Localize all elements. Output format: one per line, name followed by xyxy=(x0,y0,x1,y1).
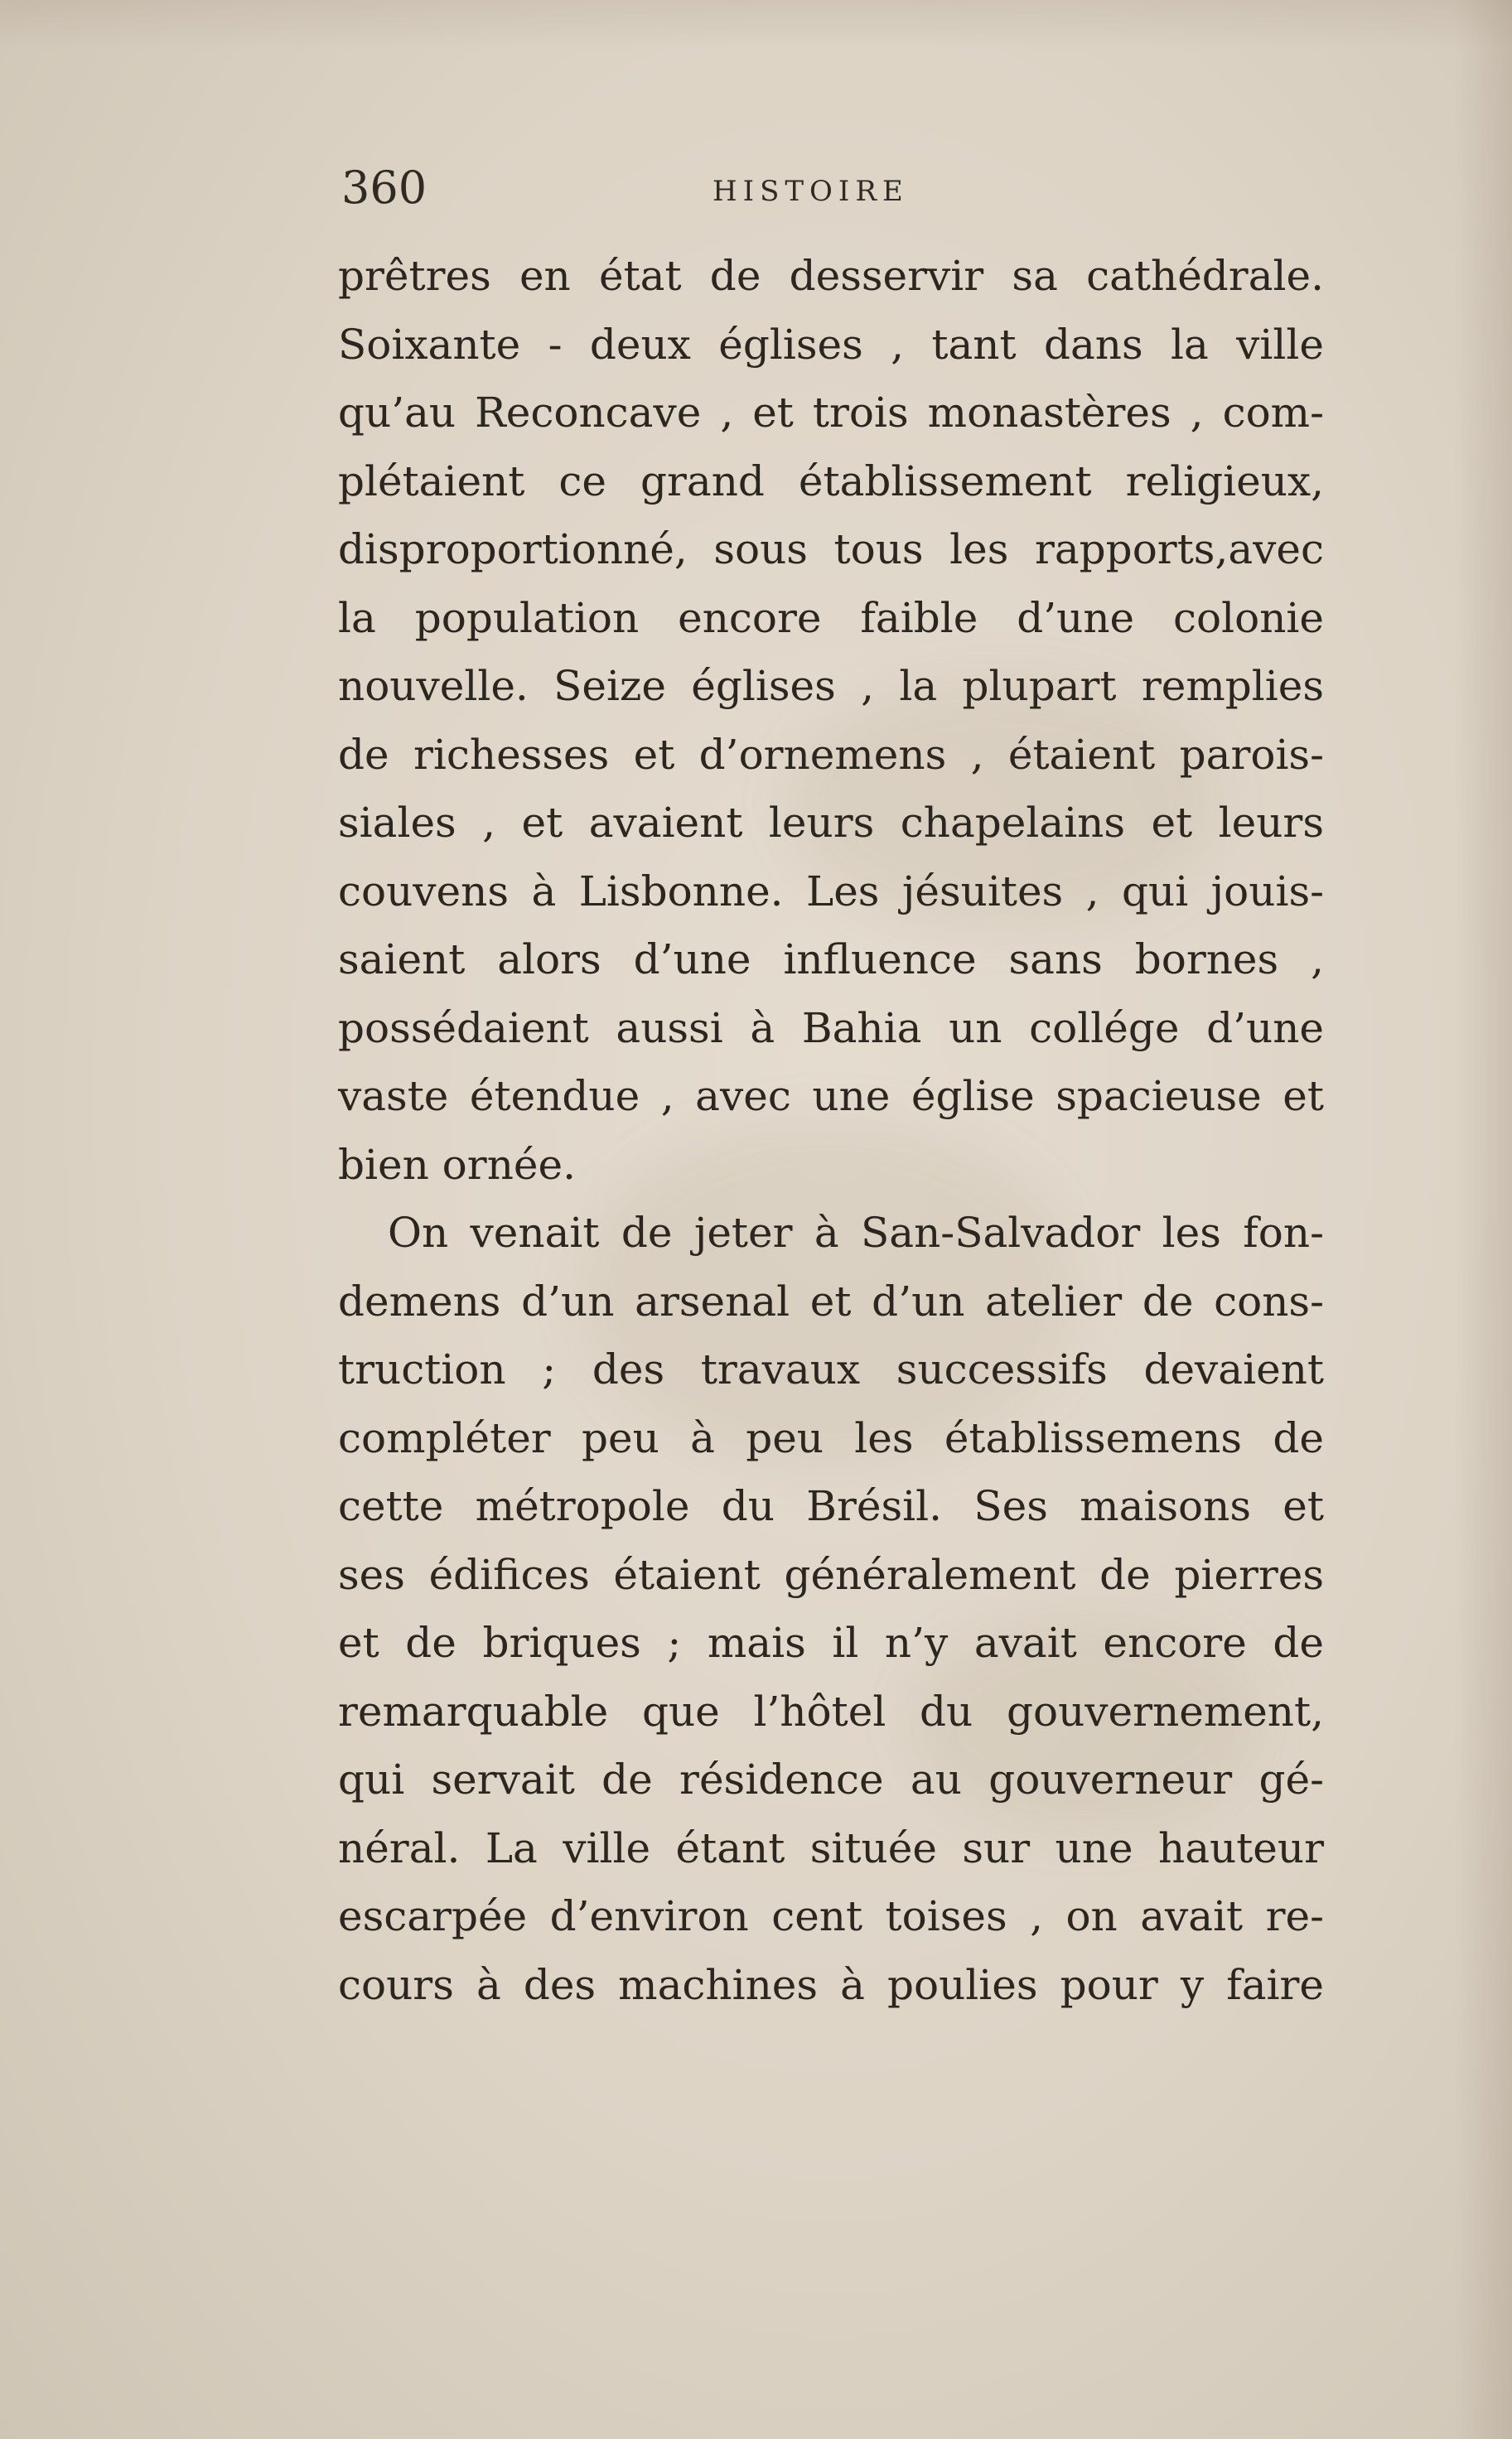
text-line: escarpée d’environ cent toises , on avait re- xyxy=(338,1892,1324,1940)
text-line: prêtres en état de desservir sa cathédrale. xyxy=(338,252,1324,300)
page-top-shadow xyxy=(0,0,1512,50)
body-text xyxy=(338,242,1324,2019)
text-line: couvens à Lisbonne. Les jésuites , qui jouis- xyxy=(338,867,1324,915)
text-line: saient alors d’une influence sans bornes , xyxy=(338,935,1324,983)
text-line: vaste étendue , avec une église spacieuse et xyxy=(338,1072,1324,1120)
text-line: compléter peu à peu les établissemens de xyxy=(338,1413,1324,1462)
running-title: HISTOIRE xyxy=(713,175,909,208)
text-line: cette métropole du Brésil. Ses maisons et xyxy=(338,1482,1324,1530)
page-number: 360 xyxy=(341,162,428,214)
text-line: possédaient aussi à Bahia un collége d’une xyxy=(338,1003,1324,1052)
text-line: et de briques ; mais il n’y avait encore de xyxy=(338,1619,1324,1667)
text-line: qu’au Reconcave , et trois monastères , com- xyxy=(338,389,1324,437)
text-line: siales , et avaient leurs chapelains et leurs xyxy=(338,799,1324,847)
text-line: nouvelle. Seize églises , la plupart remplies xyxy=(338,662,1324,710)
text-line: Soixante - deux églises , tant dans la ville xyxy=(338,320,1324,369)
text-line: cours à des machines à poulies pour y faire xyxy=(338,1960,1324,2009)
text-line: qui servait de résidence au gouverneur gé- xyxy=(338,1756,1324,1804)
text-line: ses édifices étaient généralement de pierres xyxy=(338,1550,1324,1599)
text-line: de richesses et d’ornemens , étaient parois- xyxy=(338,730,1324,779)
text-line: demens d’un arsenal et d’un atelier de cons- xyxy=(338,1277,1324,1326)
paragraph-start-line: On venait de jeter à San-Salvador les fon- xyxy=(388,1209,1324,1257)
page-header xyxy=(341,159,1319,225)
text-line: plétaient ce grand établissement religieux, xyxy=(338,456,1324,505)
text-line: truction ; des travaux successifs devaient xyxy=(338,1345,1324,1393)
paragraph-end-line: bien ornée. xyxy=(338,1140,576,1189)
text-line: néral. La ville étant située sur une hauteur xyxy=(338,1823,1324,1872)
page-right-shadow xyxy=(1454,0,1512,2439)
text-line: disproportionné, sous tous les rapports,avec xyxy=(338,525,1324,573)
text-line: la population encore faible d’une colonie xyxy=(338,593,1324,642)
text-line: remarquable que l’hôtel du gouvernement, xyxy=(338,1687,1324,1736)
